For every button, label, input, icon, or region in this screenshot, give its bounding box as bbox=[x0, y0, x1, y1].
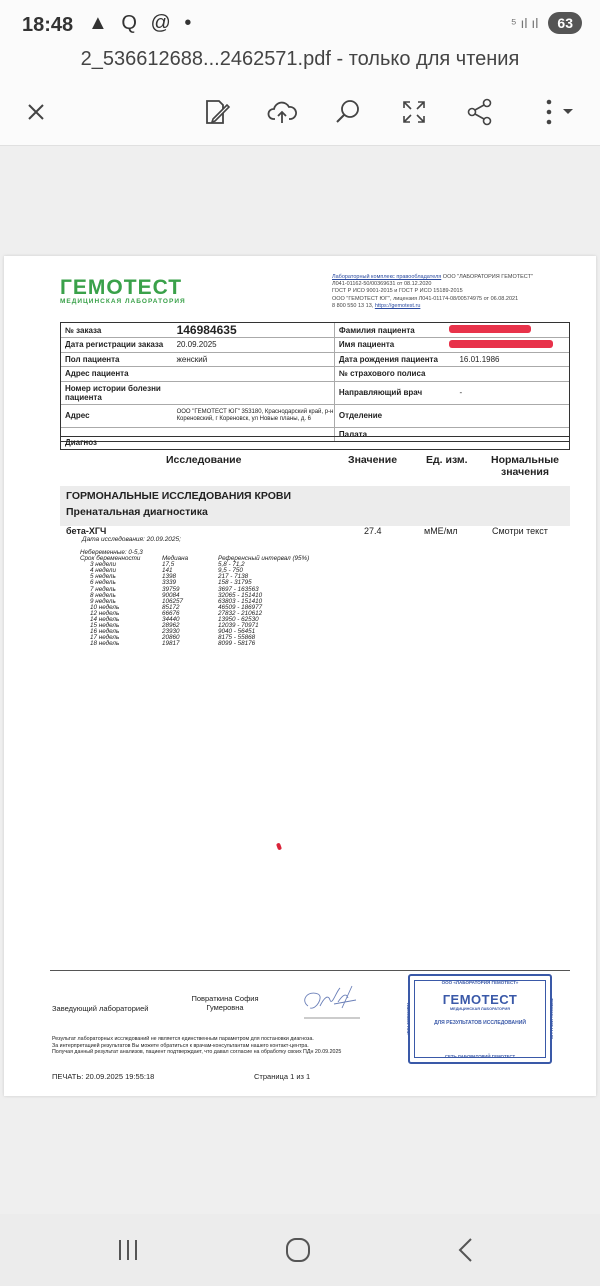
reference-interval: 9040 - 56451 bbox=[218, 628, 256, 636]
lab-stamp: ООО «ЛАБОРАТОРИЯ ГЕМОТЕСТ» ГЕМОТЕСТ МЕДИЦИНСКАЯ ЛАБОРАТОРИЯ ДЛЯ РЕЗУЛЬТАТОВ ИССЛЕДОВАНИЙ СЕТЬ ЛАБОРАТОРИЙ ГЕМОТЕСТ ИНН 7709383571 ОГРН 1027709004642 bbox=[408, 974, 552, 1064]
test-name: бета-ХГЧ bbox=[66, 526, 107, 536]
document-title: 2_536612688...2462571.pdf - только для чтения bbox=[80, 48, 520, 70]
search-icon[interactable] bbox=[330, 94, 366, 130]
reference-median: 23930 bbox=[162, 628, 180, 636]
website-link[interactable]: https://gemotest.ru bbox=[374, 302, 421, 309]
reference-interval: 27832 - 210612 bbox=[218, 609, 263, 617]
reference-median: 1398 bbox=[162, 573, 177, 581]
reference-interval: 5,8 - 71,2 bbox=[218, 561, 245, 569]
patient-info-table bbox=[60, 322, 570, 442]
footer-divider bbox=[50, 970, 570, 971]
reference-interval: 12039 - 70971 bbox=[218, 622, 259, 630]
close-icon[interactable] bbox=[18, 94, 54, 130]
reference-term: 5 недель bbox=[90, 573, 116, 581]
reference-interval: 8175 - 55868 bbox=[218, 634, 256, 642]
signature-image bbox=[294, 978, 364, 1026]
section-title: ГОРМОНАЛЬНЫЕ ИССЛЕДОВАНИЯ КРОВИ bbox=[60, 486, 570, 526]
reference-interval: 13950 - 62530 bbox=[218, 616, 259, 624]
diagnosis-row: Диагноз bbox=[60, 436, 570, 450]
reference-interval: 8099 - 58176 bbox=[218, 640, 256, 648]
cloud-upload-icon[interactable] bbox=[264, 94, 300, 130]
notification-icons: ▲ Q @ • bbox=[88, 12, 196, 34]
logo-text: ГЕМОТЕСТ bbox=[60, 276, 183, 299]
license-info: Лабораторный комплекс правообладателя ООО "ЛАБОРАТОРИЯ ГЕМОТЕСТ" Л041-01162-50/00369631 от 08.12.2020 ГОСТ Р ИСО 9001-2015 и ГОСТ Р ИСО 15189-2015 ООО "ГЕМОТЕСТ ЮГ", лицензия Л041-01174-08/00574975 от 06.08.2021 8 800 550 13 13, https://gemotest.ru bbox=[332, 274, 533, 309]
navigation-bar bbox=[0, 1214, 600, 1286]
signature-name: Повраткина София Гумеровна bbox=[191, 994, 259, 1012]
more-icon[interactable] bbox=[532, 94, 582, 130]
red-mark bbox=[276, 843, 282, 851]
reference-term: 10 недель bbox=[90, 603, 120, 611]
reference-term: 8 недель bbox=[90, 591, 116, 599]
brand-logo bbox=[60, 276, 186, 305]
license-link[interactable]: Лабораторный комплекс правообладателя bbox=[332, 274, 442, 280]
test-unit: мМЕ/мл bbox=[424, 526, 458, 536]
reference-term: 6 недель bbox=[90, 579, 116, 587]
reference-median: 39759 bbox=[162, 585, 180, 593]
reference-median: 17,5 bbox=[162, 561, 175, 569]
redacted-surname bbox=[449, 325, 531, 333]
reference-interval: 9,5 - 750 bbox=[218, 567, 243, 575]
edit-icon[interactable] bbox=[198, 94, 234, 130]
reference-median: 34440 bbox=[162, 616, 180, 624]
info-row: Адрес пациента № страхового полиса bbox=[61, 367, 569, 382]
reference-term: 12 недель bbox=[90, 609, 120, 617]
home-icon[interactable] bbox=[278, 1234, 318, 1266]
reference-grid: Срок беременности Медиана Референсный интервал (95%) 3 недели 17,5 5,8 - 71,2 4 недели 141 9,5 - 750 5 недель 1398 217 - 7138 6 недель 3339 158 - 31795 7 недель 39759 3697 - 163563 8 недель 90084 32065 - 151410 9 недель 106257 63803 - 151410 10 недель 85172 46509 - 186977 12 недель 66676 27832 - 210612 14 недель 34440 13950 - 62530 15 недель 28962 12039 - 70971 16 недель 23930 9040 - 56451 17 недель 20860 8175 - 55868 18 недель 19817 8099 - 58176 bbox=[80, 556, 338, 647]
test-value: 27.4 bbox=[364, 526, 382, 536]
logo-subtext: МЕДИЦИНСКАЯ ЛАБОРАТОРИЯ bbox=[60, 298, 186, 305]
battery-indicator: 63 bbox=[548, 12, 582, 34]
subsection-title: Пренатальная диагностика bbox=[60, 504, 570, 524]
reference-term: 7 недель bbox=[90, 585, 116, 593]
print-timestamp: ПЕЧАТЬ: 20.09.2025 19:55:18 bbox=[52, 1072, 155, 1081]
info-row: № заказа 146984635 Фамилия пациента bbox=[61, 323, 569, 338]
reference-term: 15 недель bbox=[90, 622, 120, 630]
reference-term: 4 недели bbox=[90, 567, 116, 575]
back-icon[interactable] bbox=[446, 1234, 486, 1266]
reference-median: 66676 bbox=[162, 609, 180, 617]
reference-interval: 46509 - 186977 bbox=[218, 603, 263, 611]
info-row: Номер истории болезни пациента Направляющий врач - bbox=[61, 382, 569, 405]
fullscreen-icon[interactable] bbox=[396, 94, 432, 130]
reference-interval: 32065 - 151410 bbox=[218, 591, 263, 599]
reference-median: 28962 bbox=[162, 622, 180, 630]
test-normal: Смотри текст bbox=[492, 526, 548, 536]
info-row: Палата bbox=[61, 428, 569, 442]
reference-term: 14 недель bbox=[90, 616, 120, 624]
reference-median: 20860 bbox=[162, 634, 180, 642]
reference-median: 19817 bbox=[162, 640, 180, 648]
viewer-header bbox=[0, 46, 600, 146]
reference-term: 16 недель bbox=[90, 628, 120, 636]
reference-median: 90084 bbox=[162, 591, 180, 599]
redacted-name bbox=[449, 340, 553, 348]
reference-interval: 217 - 7138 bbox=[218, 573, 249, 581]
reference-term: 17 недель bbox=[90, 634, 120, 642]
order-number: 146984635 bbox=[176, 323, 237, 337]
disclaimer: Результат лабораторных исследований не является единственным параметром для постановки диагноза. За интерпретацией результатов Вы можете обратиться к врачам-консультантам нашего контакт-центра. Получая данный результат анализов, пациент подтверждает, что давал согласие на обработку своих ПДн 20.09.2025 bbox=[52, 1036, 342, 1056]
test-date: Дата исследования: 20.09.2025; bbox=[82, 536, 181, 543]
nonpregnant-norm: Небеременные: 0-5,3 bbox=[80, 549, 143, 556]
info-row: Дата регистрации заказа 20.09.2025 Имя пациента bbox=[61, 338, 569, 353]
reference-term: 3 недели bbox=[90, 561, 116, 569]
signature-role: Заведующий лабораторией bbox=[52, 1004, 149, 1013]
reference-interval: 158 - 31795 bbox=[218, 579, 252, 587]
info-row: Адрес ООО "ГЕМОТЕСТ ЮГ" 353180, Краснодарский край, р-н Кореновский, г Кореновск, ул Новые планы, д. 6 Отделение bbox=[61, 405, 569, 428]
signal-icon: ⁵ ıl ıl bbox=[510, 15, 539, 31]
status-bar bbox=[0, 0, 600, 46]
recent-apps-icon[interactable] bbox=[108, 1234, 148, 1266]
reference-table bbox=[80, 550, 338, 648]
page-number: Страница 1 из 1 bbox=[254, 1072, 311, 1081]
reference-median: 106257 bbox=[162, 597, 184, 605]
reference-median: 3339 bbox=[162, 579, 177, 587]
toolbar bbox=[0, 88, 600, 132]
reference-median: 85172 bbox=[162, 603, 180, 611]
reference-median: 141 bbox=[162, 567, 173, 575]
reference-interval: 3697 - 163563 bbox=[218, 585, 259, 593]
results-header: Исследование Значение Ед. изм. Нормальные значения bbox=[166, 454, 559, 478]
status-time: 18:48 bbox=[22, 14, 74, 36]
share-icon[interactable] bbox=[462, 94, 498, 130]
reference-term: 9 недель bbox=[90, 597, 116, 605]
reference-interval: 63803 - 151410 bbox=[218, 597, 263, 605]
reference-term: 18 недель bbox=[90, 640, 120, 648]
pdf-page[interactable] bbox=[4, 256, 596, 1096]
info-row: Пол пациента женский Дата рождения пациента 16.01.1986 bbox=[61, 353, 569, 368]
status-right bbox=[511, 12, 582, 34]
